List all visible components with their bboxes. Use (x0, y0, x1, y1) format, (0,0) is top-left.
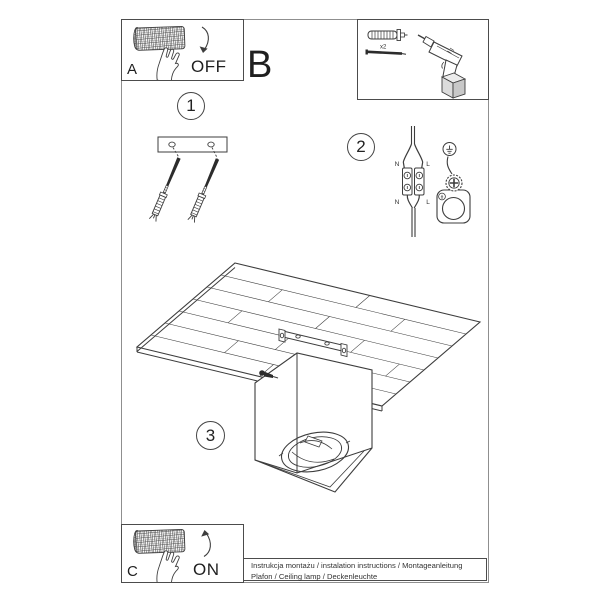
mounting-bracket (158, 137, 227, 152)
title-line-2: Plafon / Ceiling lamp / Deckenleuchte (251, 571, 378, 581)
light-switch-icon (134, 529, 185, 582)
expansion-screw-left (149, 157, 182, 222)
panel-a-switch-off (121, 19, 244, 81)
panel-c-switch-on (121, 524, 244, 583)
step1-number-text: 1 (186, 96, 196, 115)
panel-b-label: B (247, 44, 273, 86)
mounting-ring (437, 190, 470, 223)
switch-off-label: OFF (191, 57, 227, 76)
arrow-up-icon (201, 530, 210, 557)
ground-terminal (446, 175, 462, 191)
terminal-block (403, 168, 425, 195)
switch-on-label: ON (193, 560, 220, 579)
expansion-screw-right (188, 158, 221, 223)
step3-illustration (120, 240, 490, 500)
wire-label-n-top: N (394, 161, 400, 168)
wall-anchor-icon (368, 30, 408, 41)
arrow-down-icon (200, 27, 209, 53)
wire-label-n-bottom: N (394, 199, 400, 206)
lamp-cube (255, 353, 372, 492)
panel-a-label: A (127, 61, 138, 78)
step3-number-text: 3 (205, 425, 216, 445)
step2-number-text: 2 (356, 137, 366, 156)
ground-symbol-icon (443, 143, 456, 156)
drill-icon (418, 35, 465, 98)
title-block (243, 558, 487, 581)
wire-label-l-top: L (426, 161, 430, 168)
anchor-qty-label: x2 (380, 44, 387, 51)
step3-number (196, 421, 225, 450)
panel-c-label: C (127, 563, 138, 580)
ground-wire (447, 157, 452, 175)
step2-number (347, 133, 375, 161)
step1-number (177, 92, 205, 120)
title-line-1: Instrukcja montażu / instalation instructions / Montageanleitung (251, 561, 463, 570)
tools-box (357, 19, 489, 100)
light-switch-icon (134, 26, 185, 80)
step1-illustration (140, 130, 260, 230)
wire-label-l-bottom: L (426, 199, 430, 206)
